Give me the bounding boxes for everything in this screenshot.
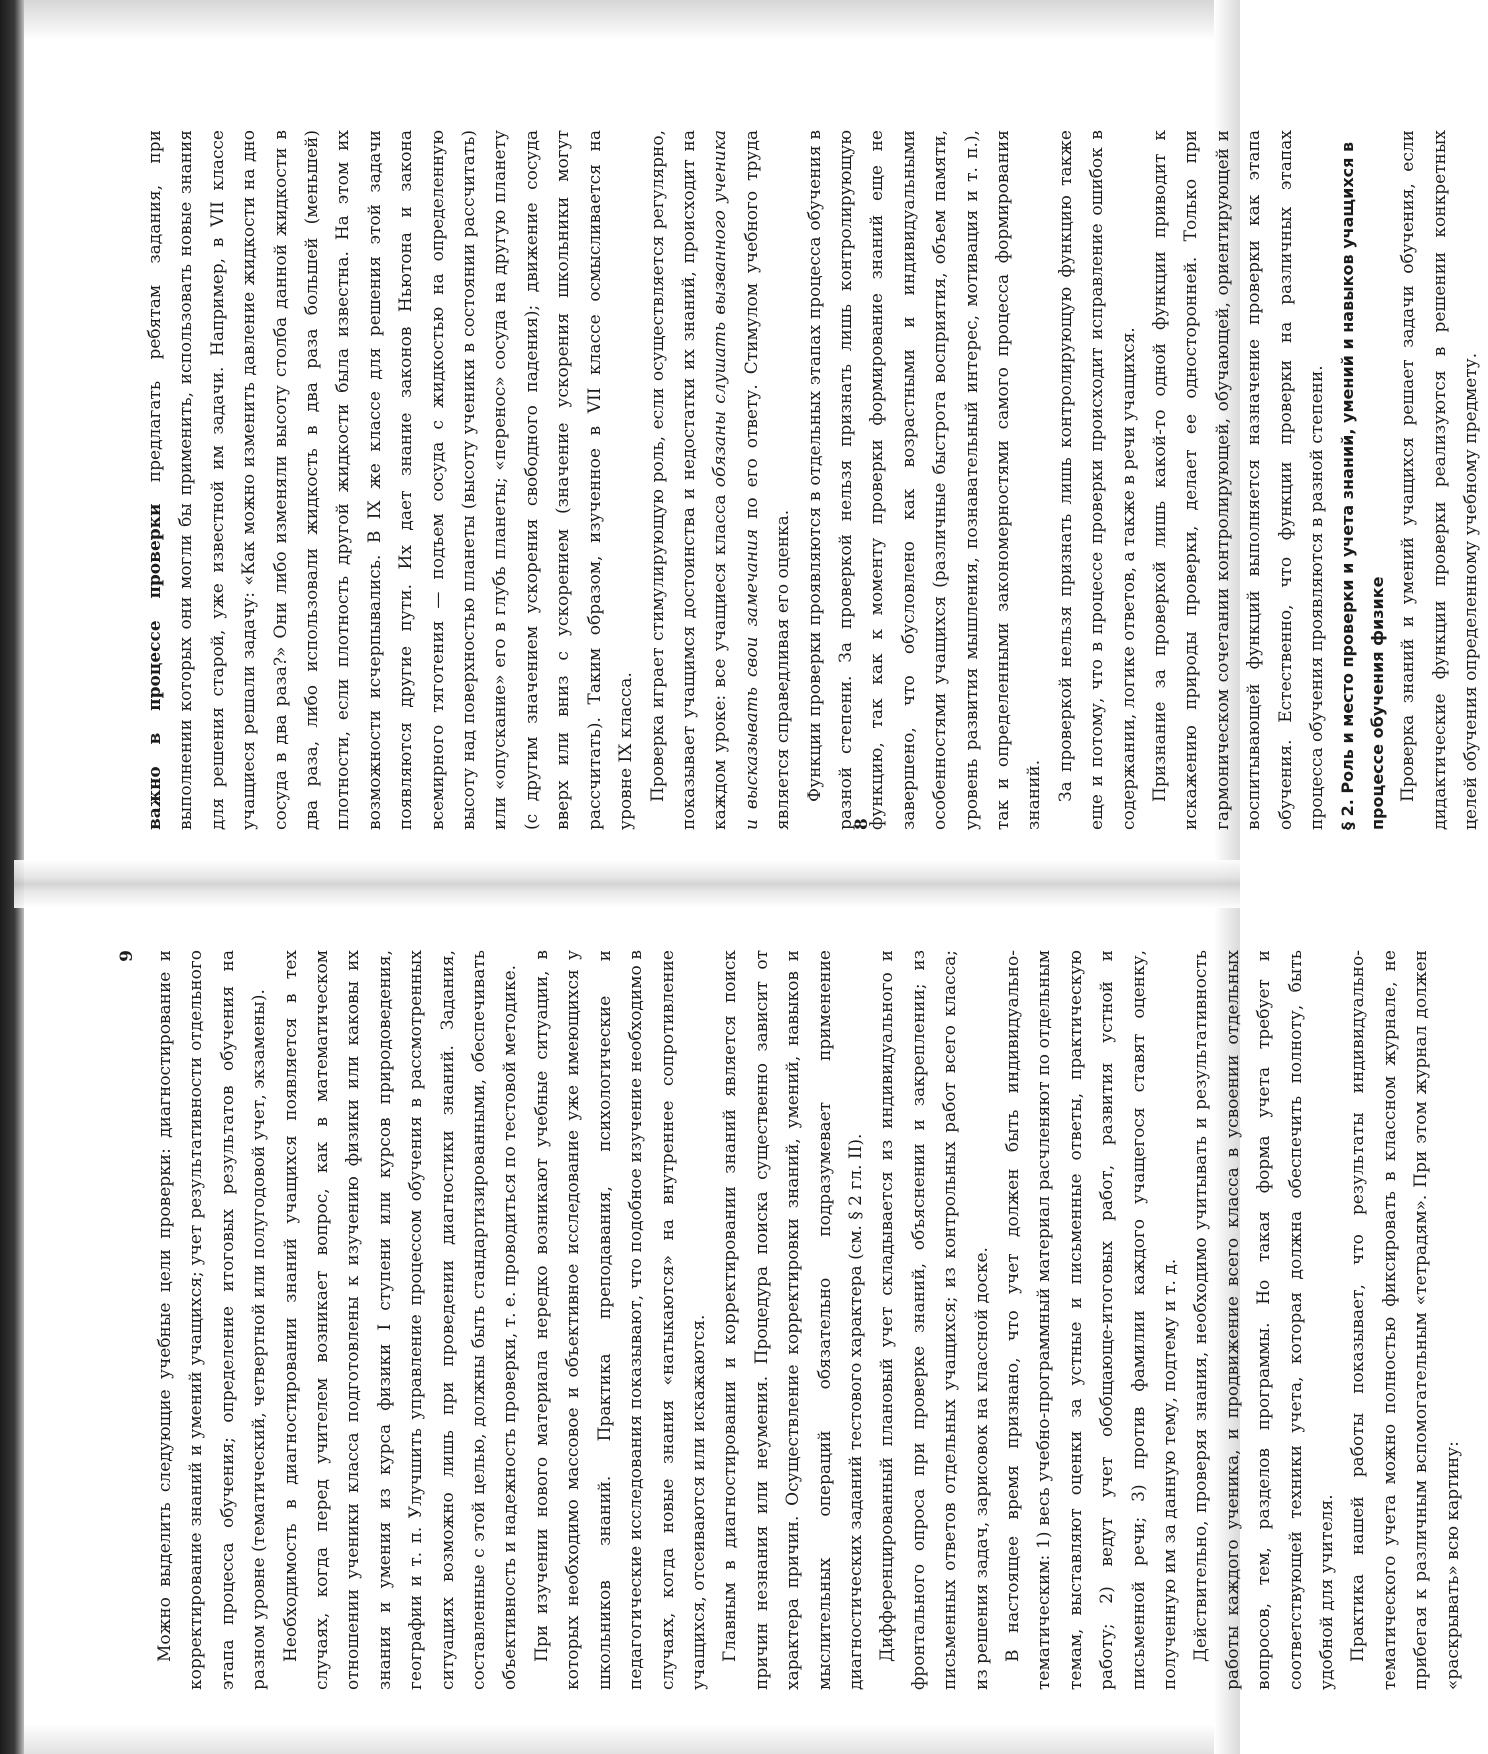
page9-paragraph-1: Можно выделить следующие учебные цели проверки: диагностирование и корректирование знаний и умений учащихся; учет результативности отдельного этапа процесса обучения; определение итоговых результатов обучения на разном уровне (тематический, четвертной или полугодовой учет, экзамены). bbox=[155, 950, 270, 1690]
page-number-9: 9 bbox=[117, 950, 137, 962]
page8-p2-text-a: Проверка играет стимулирующую роль, если осуществляется регулярно, показывает учащимся достоинства и недостатки их знаний, происходит на каждом уроке: все учащиеся класса bbox=[647, 130, 731, 830]
page8-p2-text-b: по его ответу. Стимулом учебного труда является справедливая его оценка. bbox=[741, 130, 794, 830]
book-spine-shadow bbox=[14, 860, 1240, 908]
page9-paragraph-3: При изучении нового материала нередко возникают учебные ситуации, в которых необходимо массовое и объективное исследование уже имеющихся у школьников знаний. Практика преподавания, психологические и педагогические исследования показывают, что подобное изучение необходимо в случаях, когда новые знания «натыкаются» на внутреннее сопротивление учащихся, отсеиваются или искажаются. bbox=[531, 950, 709, 1690]
page9-paragraph-5: Дифференцированный плановый учет складывается из индивидуального и фронтального опроса при проверке знаний, объяснении и закреплении; из письменных ответов отдельных учащихся; из контрольных работ всего класса; из решения задач, зарисовок на классной доске. bbox=[877, 950, 992, 1690]
page-9 bbox=[117, 950, 1463, 1690]
page8-paragraph-2 bbox=[643, 130, 800, 830]
page8-paragraph-5: Признание за проверкой лишь какой-то одной функции приводит к искажению природы проверки, делает ее односторонней. Только при гармоническом сочетании контролирующей, обучающей, ориентирующей и воспитывающей функций выполняется назначение проверки как этапа обучения. Естественно, что функции проверки на различных этапах процесса обучения проявляются в разной степени. bbox=[1150, 130, 1328, 830]
page9-paragraph-4: Главным в диагностировании и корректировании знаний является поиск причин незнания или неумения. Процедура поиска существенно зависит от характера причин. Осуществление корректировки знаний, умений, навыков и мыслительных операций обязательно подразумевает применение диагностических заданий тестового характера (см. § 2 гл. II). bbox=[720, 950, 866, 1690]
scan-bottom-shadow bbox=[14, 1724, 1240, 1754]
page8-paragraph-4: За проверкой нельзя признать лишь контролирующую функцию также еще и потому, что в процессе проверки происходит исправление ошибок в содержании, логике ответов, а также в речи учащихся. bbox=[1055, 130, 1139, 830]
page-number-8: 8 bbox=[851, 818, 872, 830]
scan-top-shadow bbox=[14, 0, 1240, 40]
page9-paragraph-6: В настоящее время признано, что учет должен быть индивидуально-тематическим: 1) весь учебно-программный материал расчленяют по отдельным темам, выставляют оценки за устные и письменные ответы, практическую работу; 2) ведут учет обобщающе-итоговых работ, развития устной и письменной речи; 3) против фамилии каждого учащегося ставят оценку, полученную им за данную тему, подтему и т. д. bbox=[1002, 950, 1180, 1690]
section-heading: § 2. Роль и место проверки и учета знаний, умений и навыков учащихся в процессе обучения физике bbox=[1338, 141, 1388, 830]
page8-p2-italic: обязаны слушать вызванного ученика и высказывать свои замечания bbox=[710, 130, 762, 830]
page8-paragraph-1 bbox=[140, 130, 643, 830]
page8-paragraph-6: Проверка знаний и умений учащихся решает задачи обучения, если дидактические функции проверки реализуются в решении конкретных целей обучения определенному учебному предмету. bbox=[1398, 130, 1482, 830]
page9-paragraph-2: Необходимость в диагностировании знаний учащихся появляется в тех случаях, когда перед учителем возникает вопрос, как в математическом отношении ученики класса подготовлены к изучению физики или каковы их знания и умения из курса физики I ступени или курсов природоведения, географии и т. п. Улучшить управление процессом обучения в рассмотренных ситуациях возможно лишь при проведении диагностики знаний. Задания, составленные с этой целью, должны быть стандартизированными, обеспечивать объективность и надежность проверки, т. е. проводиться по тестовой методике. bbox=[280, 950, 521, 1690]
page9-paragraph-7: Действительно, проверяя знания, необходимо учитывать и результативность работы каждого ученика, и продвижение всего класса в усвоении отдельных вопросов, тем, разделов программы. Но такая форма учета требует и соответствующей техники учета, которая должна обеспечить полноту, быть удобной для учителя. bbox=[1191, 950, 1338, 1690]
page8-p1-text: предлагать ребятам задания, при выполнении которых они могли бы применить, использовать новые знания для решения старой, уже известной им задачи. Например, в VII классе учащиеся решали задачу: «Как можно изменить давление жидкости на дно сосуда в два раза?» Они либо изменяли высоту столба данной жидкости в два раза, либо использовали жидкость в два раза большей (меньшей) плотности, если плотность другой жидкости была известна. На этом их возможности исчерпывались. В IX же классе для решения этой задачи появляются другие пути. Их дает знание законов Ньютона и закона всемирного тяготения — подъем сосуда с жидкостью на определенную высоту над поверхностью планеты (высоту ученики в состоянии рассчитать) или «опускание» его в глубь планеты; «перенос» сосуда на другую планету (с другим значением ускорения свободного падения); движение сосуда вверх или вниз с ускорением (значение ускорения школьники могут рассчитать). Таким образом, изученное в VII классе осмысливается на уровне IX класса. bbox=[145, 130, 637, 830]
page-8 bbox=[140, 130, 1482, 830]
page9-paragraph-8: Практика нашей работы показывает, что результаты индивидуально-тематического учета можно полностью фиксировать в классном журнале, не прибегая к различным вспомогательным «тетрадям». При этом журнал должен «раскрывать» всю картину: bbox=[1348, 950, 1463, 1690]
page8-paragraph-3: Функции проверки проявляются в отдельных этапах процесса обучения в разной степени. За проверкой нельзя признать лишь контролирующую функцию, так как к моменту проверки формирование знаний еще не завершено, что обусловлено как возрастными и индивидуальными особенностями учащихся (различные быстрота восприятия, объем памяти, уровень развития мышления, познавательный интерес, мотивация и т. п.), так и определенными закономерностями самого процесса формирования знаний. bbox=[804, 130, 1045, 830]
page8-p1-bold: важно в процессе проверки bbox=[145, 503, 165, 830]
